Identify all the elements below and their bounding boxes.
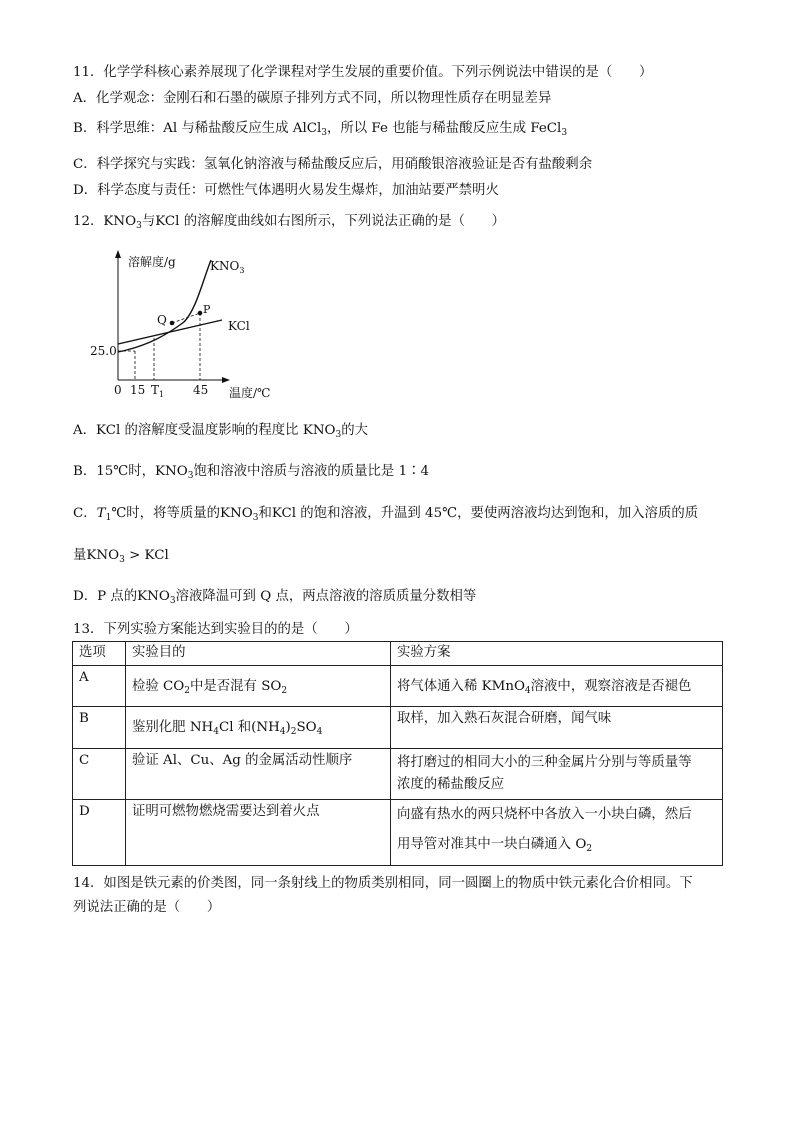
solubility-curve-chart (88, 250, 288, 410)
row-b-option: B (73, 707, 126, 749)
x-tick-45: 45 (193, 383, 209, 397)
x-axis-label: 温度/℃ (229, 386, 271, 400)
q12-stem: 12．$KNO_3$与KCl 的溶解度曲线如右图所示，下列说法正确的是（ ） (73, 214, 506, 231)
point-p-label: P (203, 303, 211, 316)
q12-option-a: A．KCl 的溶解度受温度影响的程度比 $KNO_3$的大 (73, 423, 369, 440)
y-value-25-label: 25.0 (90, 344, 117, 358)
q12-option-c: C．$T_1℃$时，将等质量的$KNO_3$和KCl 的饱和溶液，升温到 45℃，要使两溶液均达到饱和，加入溶质的质 (73, 506, 699, 523)
experiment-table (72, 641, 723, 866)
y-axis-arrow (115, 250, 121, 258)
q12-option-d: D．P 点的$KNO_3$溶液降温可到 Q 点，两点溶液的溶质质量分数相等 (73, 589, 477, 606)
point-p (198, 311, 203, 316)
x-tick-15: 15 (130, 383, 146, 397)
point-q-label: Q (157, 313, 167, 327)
q14-stem-line2: 列说法正确的是（ ） (73, 900, 221, 915)
q11-option-a: A．化学观念：金刚石和石墨的碳原子排列方式不同，所以物理性质存在明显差异 (73, 91, 552, 106)
row-a-plan: 将气体通入稀 KMnO$_4$溶液中，观察溶液是否褪色 (391, 666, 723, 707)
header-option: 选项 (73, 642, 126, 666)
row-a-goal: 检验 $CO_2$中是否混有 $SO_2$ (126, 666, 391, 707)
y-axis-label: 溶解度/g (128, 255, 176, 269)
row-a-option: A (73, 666, 126, 707)
q12-option-c-cont: 量$KNO_3$ > KCl (73, 548, 169, 565)
kno3-curve (118, 260, 211, 352)
row-c-goal: 验证 Al、Cu、Ag 的金属活动性顺序 (126, 749, 391, 800)
x-origin-label: 0 (114, 383, 122, 397)
q11-option-d: D．科学态度与责任：可燃性气体遇明火易发生爆炸，加油站要严禁明火 (73, 183, 499, 198)
point-q (170, 321, 175, 326)
row-b-goal: 鉴别化肥 $NH_4Cl$ 和$(NH_4)_2SO_4$ (126, 707, 391, 749)
table-row (73, 749, 723, 800)
row-d-option: D (73, 800, 126, 866)
row-d-goal: 证明可燃物燃烧需要达到着火点 (126, 800, 391, 866)
row-c-option: C (73, 749, 126, 800)
row-d-plan: 向盛有热水的两只烧杯中各放入一小块白磷，然后 用导管对准其中一块白磷通入 $O_2$ (391, 800, 723, 866)
header-goal: 实验目的 (126, 642, 391, 666)
x-tick-t1: $T_1$ (151, 383, 165, 399)
kno3-label: $KNO_3$ (210, 259, 245, 275)
table-row (73, 707, 723, 749)
x-axis-arrow (222, 377, 230, 383)
qp-guide (172, 313, 200, 323)
table-row (73, 800, 723, 866)
table-row (73, 666, 723, 707)
q11-option-c: C．科学探究与实践：氢氧化钠溶液与稀盐酸反应后，用硝酸银溶液验证是否有盐酸剩余 (73, 157, 593, 172)
row-b-plan: 取样，加入熟石灰混合研磨，闻气味 (391, 707, 723, 749)
header-plan: 实验方案 (391, 642, 723, 666)
q11-stem: 11．化学学科核心素养展现了化学课程对学生发展的重要价值。下列示例说法中错误的是（ ） (73, 65, 653, 80)
q14-stem-line1: 14．如图是铁元素的价类图，同一条射线上的物质类别相同，同一圆圈上的物质中铁元素化合价相同。下 (73, 876, 693, 891)
row-c-plan: 将打磨过的相同大小的三种金属片分别与等质量等 浓度的稀盐酸反应 (391, 749, 723, 800)
kcl-label: KCl (228, 319, 250, 333)
q13-stem: 13．下列实验方案能达到实验目的的是（ ） (73, 622, 358, 637)
table-header-row (73, 642, 723, 666)
q11-option-b: B．科学思维：Al 与稀盐酸反应生成 AlCl$_3$，所以 Fe 也能与稀盐酸反应生成 FeCl$_3$ (73, 121, 568, 138)
q12-option-b: B．15℃时，$KNO_3$饱和溶液中溶质与溶液的质量比是 1∶4 (73, 464, 430, 481)
